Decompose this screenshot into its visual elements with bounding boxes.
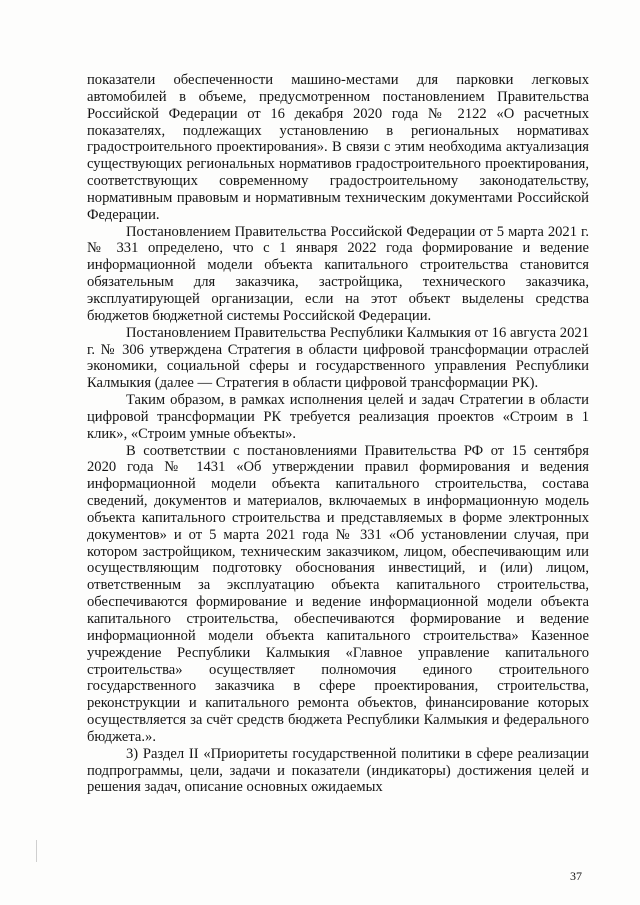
paragraph: Таким образом, в рамках исполнения целей и задач Стратегии в области цифровой трансформации РК требуется реализация проектов «Строим в 1 клик», «Строим умные объекты». bbox=[87, 392, 589, 442]
document-body bbox=[87, 72, 589, 796]
paragraph: показатели обеспеченности машино-местами для парковки легковых автомобилей в объеме, предусмотренном постановлением Правительства Российской Федерации от 16 декабря 2020 года № 2122 «О расчетных показателях, подлежащих установлению в региональных нормативах градостроительного проектирования». В связи с этим необходима актуализация существующих региональных нормативов градостроительного проектирования, соответствующих современному градостроительному законодательству, нормативным правовым и нормативным техническим документами Российской Федерации. bbox=[87, 72, 589, 223]
paragraph: Постановлением Правительства Российской Федерации от 5 марта 2021 г. № 331 определено, что с 1 января 2022 года формирование и ведение информационной модели объекта капитального строительства становится обязательным для заказчика, застройщика, технического заказчика, эксплуатирующей организации, если на этот объект выделены средства бюджетов бюджетной системы Российской Федерации. bbox=[87, 223, 589, 324]
paragraph: В соответствии с постановлениями Правительства РФ от 15 сентября 2020 года № 1431 «Об утверждении правил формирования и ведения информационной модели объекта капитального строительства, состава сведений, документов и материалов, включаемых в информационную модель объекта капитального строительства и представляемых в форме электронных документов» и от 5 марта 2021 года № 331 «Об установлении случая, при котором застройщиком, техническим заказчиком, лицом, обеспечивающим или осуществляющим подготовку обоснования инвестиций, и (или) лицом, ответственным за эксплуатацию объекта капитального строительства, обеспечиваются формирование и ведение информационной модели объекта капитального строительства, обеспечиваются формирование и ведение информационной модели объекта капитального строительства» Казенное учреждение Республики Калмыкия «Главное управление капитального строительства» осуществляет полномочия единого строительного государственного заказчика в сфере проектирования, строительства, реконструкции и капитального ремонта объектов, финансирование которых осуществляется за счёт средств бюджета Республики Калмыкия и федерального бюджета.». bbox=[87, 442, 589, 745]
scan-artifact-line bbox=[36, 840, 37, 862]
page-number: 37 bbox=[570, 869, 582, 883]
paragraph: Постановлением Правительства Республики Калмыкия от 16 августа 2021 г. № 306 утверждена Стратегия в области цифровой трансформации отраслей экономики, социальной сферы и государственного управления Республики Калмыкия (далее — Стратегия в области цифровой трансформации РК). bbox=[87, 324, 589, 392]
paragraph: 3) Раздел II «Приоритеты государственной политики в сфере реализации подпрограммы, цели, задачи и показатели (индикаторы) достижения целей и решения задач, описание основных ожидаемых bbox=[87, 745, 589, 796]
